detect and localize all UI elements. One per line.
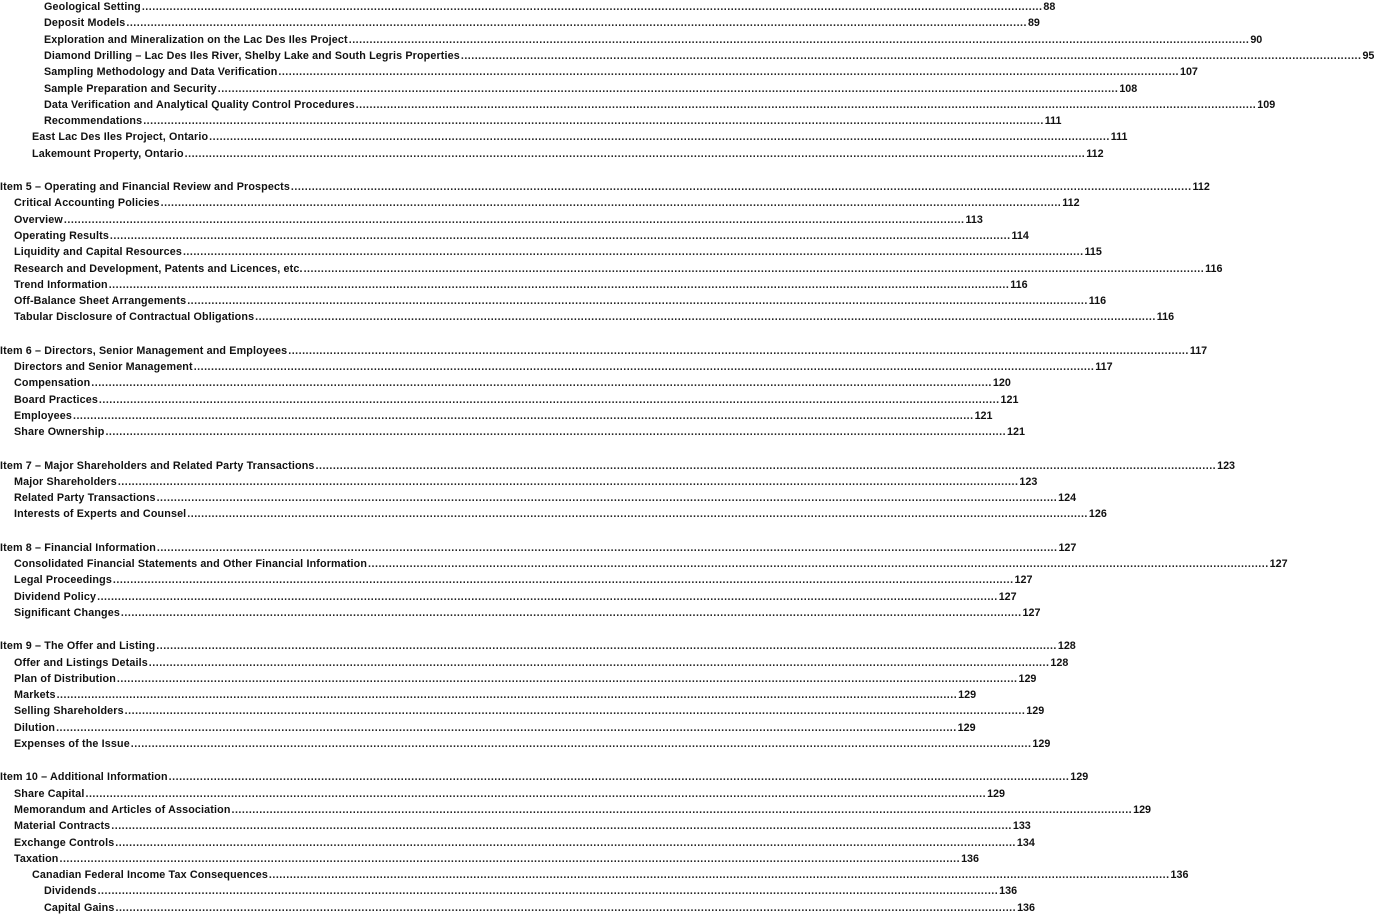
toc-section-entry[interactable]	[0, 343, 1208, 359]
toc-entry-title: Item 7 – Major Shareholders and Related Party Transactions	[0, 459, 315, 472]
toc-entry[interactable]	[0, 802, 1152, 818]
toc-entry-title: Major Shareholders	[14, 475, 117, 488]
toc-page-number: 129	[1133, 803, 1152, 816]
toc-page-number: 129	[1018, 672, 1037, 685]
dot-leader: ....................................................................................................................................................................................................................................................................	[217, 82, 1119, 95]
toc-entry-title: Geological Setting	[44, 1, 141, 13]
toc-entry-title: Consolidated Financial Statements and Other Financial Information	[14, 558, 368, 570]
dot-leader: ....................................................................................................................................................................................................................................................................	[209, 131, 1110, 144]
toc-entry-title: Employees	[14, 409, 73, 422]
dot-leader: ....................................................................................................................................................................................................................................................................	[268, 869, 1170, 882]
dot-leader: ....................................................................................................................................................................................................................................................................	[255, 311, 1156, 324]
toc-entry[interactable]	[0, 408, 993, 424]
dot-leader: ....................................................................................................................................................................................................................................................................	[85, 787, 987, 800]
toc-entry[interactable]	[0, 506, 1107, 522]
toc-entry-title: Sampling Methodology and Data Verification	[44, 66, 278, 79]
toc-entry[interactable]	[0, 703, 1045, 719]
toc-entry[interactable]	[0, 392, 1019, 408]
toc-page-number: 129	[1070, 771, 1089, 784]
toc-entry[interactable]	[0, 244, 1102, 260]
toc-entry-title: Offer and Listings Details	[14, 656, 148, 669]
toc-entry-title: Item 10 – Additional Information	[0, 771, 168, 784]
dot-leader: ....................................................................................................................................................................................................................................................................	[182, 246, 1084, 259]
dot-leader: ....................................................................................................................................................................................................................................................................	[108, 278, 1010, 291]
toc-entry[interactable]	[0, 883, 1018, 899]
toc-entry-title: Overview	[14, 213, 63, 226]
toc-entry-title: Liquidity and Capital Resources	[14, 246, 182, 259]
toc-entry-title: Significant Changes	[14, 606, 120, 619]
toc-entry[interactable]	[0, 359, 1113, 375]
dot-leader: ....................................................................................................................................................................................................................................................................	[288, 344, 1189, 357]
toc-entry-title: Share Ownership	[14, 426, 105, 439]
toc-entry-title: Off-Balance Sheet Arrangements	[14, 295, 187, 308]
toc-entry[interactable]	[0, 81, 1138, 97]
toc-page-number: 111	[1110, 131, 1128, 144]
toc-page-number: 129	[957, 721, 976, 734]
toc-page-number: 115	[1084, 246, 1102, 259]
dot-leader: ....................................................................................................................................................................................................................................................................	[278, 66, 1180, 79]
dot-leader: ....................................................................................................................................................................................................................................................................	[156, 541, 1058, 554]
toc-entry-title: Taxation	[14, 852, 59, 865]
toc-entry[interactable]	[0, 835, 1035, 851]
toc-page-number: 116	[1088, 295, 1107, 308]
dot-leader: ....................................................................................................................................................................................................................................................................	[105, 426, 1007, 439]
toc-page-number: 90	[1250, 33, 1263, 46]
dot-leader: ....................................................................................................................................................................................................................................................................	[59, 852, 961, 865]
toc-page-number: 128	[1050, 656, 1069, 669]
toc-entry-title: Dilution	[14, 721, 56, 734]
toc-entry-title: Interests of Experts and Counsel	[14, 508, 187, 521]
toc-page-number: 129	[1032, 738, 1051, 750]
toc-page-number: 121	[1007, 426, 1025, 439]
toc-entry[interactable]	[0, 572, 1033, 588]
toc-entry-title: Dividends	[44, 885, 97, 898]
dot-leader: ....................................................................................................................................................................................................................................................................	[141, 1, 1043, 13]
toc-page-number: 136	[1017, 901, 1035, 914]
toc-page-number: 136	[961, 852, 979, 865]
toc-page-number: 123	[1019, 475, 1038, 488]
toc-entry[interactable]	[0, 113, 1062, 129]
toc-page-number: 136	[999, 885, 1018, 898]
toc-page-number: 109	[1257, 98, 1276, 111]
dot-leader: ....................................................................................................................................................................................................................................................................	[109, 229, 1011, 242]
toc-entry[interactable]	[0, 556, 1288, 572]
toc-entry[interactable]	[0, 129, 1128, 145]
toc-entry[interactable]	[0, 736, 1051, 752]
toc-entry[interactable]	[0, 900, 1035, 916]
dot-leader: ....................................................................................................................................................................................................................................................................	[231, 803, 1133, 816]
toc-entry-title: Material Contracts	[14, 820, 111, 833]
toc-section-entry[interactable]	[0, 458, 1236, 474]
toc-page-number: 116	[1156, 311, 1175, 324]
dot-leader: ....................................................................................................................................................................................................................................................................	[115, 901, 1017, 914]
toc-entry[interactable]	[0, 720, 976, 736]
toc-page-number: 114	[1011, 229, 1029, 242]
toc-page-number: 120	[992, 377, 1011, 390]
dot-leader: ....................................................................................................................................................................................................................................................................	[460, 49, 1362, 62]
toc-entry-title: Canadian Federal Income Tax Consequences	[32, 869, 268, 882]
toc-entry-title: Deposit Models	[44, 17, 126, 30]
dot-leader: ....................................................................................................................................................................................................................................................................	[187, 295, 1088, 308]
dot-leader: ....................................................................................................................................................................................................................................................................	[63, 213, 965, 226]
toc-entry-title: Critical Accounting Policies	[14, 197, 160, 210]
toc-entry-title: Data Verification and Analytical Quality Control Procedures	[44, 98, 355, 111]
toc-entry[interactable]	[0, 228, 1029, 244]
toc-page-number: 95	[1362, 49, 1374, 62]
toc-entry-title: Capital Gains	[44, 901, 115, 914]
toc-page-number: 129	[987, 787, 1005, 800]
toc-page-number: 127	[1014, 574, 1033, 587]
toc-entry[interactable]	[0, 474, 1038, 490]
dot-leader: ....................................................................................................................................................................................................................................................................	[124, 705, 1026, 718]
toc-section-entry[interactable]	[0, 769, 1089, 785]
toc-page-number: 108	[1119, 82, 1138, 95]
toc-entry[interactable]	[0, 195, 1080, 211]
dot-leader: ....................................................................................................................................................................................................................................................................	[115, 836, 1016, 849]
dot-leader: ....................................................................................................................................................................................................................................................................	[97, 885, 999, 898]
toc-entry-title: Item 6 – Directors, Senior Management and Employees	[0, 344, 288, 357]
toc-entry-title: Item 8 – Financial Information	[0, 541, 156, 554]
toc-entry-title: Item 5 – Operating and Financial Review and Prospects	[0, 181, 290, 193]
dot-leader: ....................................................................................................................................................................................................................................................................	[368, 558, 1269, 570]
toc-entry[interactable]	[0, 605, 1041, 621]
toc-section-entry[interactable]	[0, 638, 1076, 654]
toc-page-number: 127	[998, 590, 1017, 603]
toc-page-number: 116	[1010, 278, 1028, 291]
toc-page-number: 121	[1000, 393, 1019, 406]
dot-leader: ....................................................................................................................................................................................................................................................................	[143, 115, 1044, 128]
toc-page-number: 127	[1022, 606, 1041, 619]
toc-entry-title: Research and Development, Patents and Licences, etc.	[14, 262, 303, 275]
dot-leader: ....................................................................................................................................................................................................................................................................	[56, 721, 957, 734]
dot-leader: ....................................................................................................................................................................................................................................................................	[126, 17, 1027, 30]
toc-page-number: 121	[974, 409, 993, 422]
dot-leader: ....................................................................................................................................................................................................................................................................	[111, 820, 1012, 833]
dot-leader: ....................................................................................................................................................................................................................................................................	[56, 689, 958, 702]
toc-page-number: 127	[1269, 558, 1288, 570]
toc-page-number: 124	[1058, 492, 1077, 505]
toc-entry[interactable]	[0, 97, 1276, 113]
dot-leader: ....................................................................................................................................................................................................................................................................	[303, 262, 1205, 275]
toc-section-entry[interactable]	[0, 179, 1210, 195]
toc-section-entry[interactable]	[0, 540, 1077, 556]
toc-entry[interactable]	[0, 851, 979, 867]
toc-entry-title: Legal Proceedings	[14, 574, 112, 587]
toc-entry-title: Share Capital	[14, 787, 85, 800]
toc-entry[interactable]	[0, 655, 1069, 671]
toc-entry[interactable]	[0, 261, 1223, 277]
toc-page-number: 117	[1189, 344, 1208, 357]
toc-entry-title: Selling Shareholders	[14, 705, 124, 718]
toc-entry-title: Item 9 – The Offer and Listing	[0, 640, 156, 653]
toc-entry[interactable]	[0, 48, 1374, 64]
toc-entry-title: Related Party Transactions	[14, 492, 156, 505]
toc-entry-title: Exploration and Mineralization on the Lac Des Iles Project	[44, 33, 348, 46]
dot-leader: ....................................................................................................................................................................................................................................................................	[290, 181, 1192, 193]
toc-entry[interactable]	[0, 293, 1107, 309]
toc-entry[interactable]	[0, 146, 1104, 162]
toc-entry-title: Diamond Drilling – Lac Des Iles River, Shelby Lake and South Legris Properties	[44, 49, 460, 62]
toc-page-number: 123	[1217, 459, 1236, 472]
toc-entry-title: Operating Results	[14, 229, 109, 242]
toc-entry-title: Markets	[14, 689, 56, 702]
toc-entry[interactable]	[0, 687, 977, 703]
dot-leader: ....................................................................................................................................................................................................................................................................	[98, 393, 1000, 406]
dot-leader: ....................................................................................................................................................................................................................................................................	[187, 508, 1088, 521]
dot-leader: ....................................................................................................................................................................................................................................................................	[116, 672, 1018, 685]
toc-entry-title: Recommendations	[44, 115, 143, 128]
dot-leader: ....................................................................................................................................................................................................................................................................	[148, 656, 1050, 669]
toc-entry-title: Sample Preparation and Security	[44, 82, 217, 95]
toc-page-number: 88	[1043, 1, 1056, 13]
dot-leader: ....................................................................................................................................................................................................................................................................	[72, 409, 974, 422]
toc-page-number: 136	[1170, 869, 1189, 882]
toc-entry-title: Plan of Distribution	[14, 672, 116, 685]
dot-leader: ....................................................................................................................................................................................................................................................................	[168, 771, 1070, 784]
toc-page-number: 129	[958, 689, 977, 702]
toc-page-number: 112	[1062, 197, 1080, 210]
dot-leader: ....................................................................................................................................................................................................................................................................	[120, 606, 1022, 619]
toc-page-number: 126	[1088, 508, 1107, 521]
toc-entry-title: Exchange Controls	[14, 836, 115, 849]
toc-entry[interactable]	[0, 375, 1011, 391]
toc-entry[interactable]	[0, 671, 1037, 687]
toc-entry[interactable]	[0, 786, 1005, 802]
toc-entry[interactable]	[0, 212, 983, 228]
toc-page-number: 134	[1016, 836, 1035, 849]
toc-entry-title: Compensation	[14, 377, 91, 390]
toc-entry-title: Expenses of the Issue	[14, 738, 130, 750]
dot-leader: ....................................................................................................................................................................................................................................................................	[184, 147, 1086, 160]
toc-page-number: 112	[1086, 147, 1104, 160]
dot-leader: ....................................................................................................................................................................................................................................................................	[355, 98, 1257, 111]
dot-leader: ....................................................................................................................................................................................................................................................................	[156, 640, 1057, 653]
dot-leader: ....................................................................................................................................................................................................................................................................	[156, 492, 1058, 505]
toc-page-number: 129	[1026, 705, 1045, 718]
dot-leader: ....................................................................................................................................................................................................................................................................	[91, 377, 992, 390]
toc-entry-title: Tabular Disclosure of Contractual Obligations	[14, 311, 255, 324]
toc-page-number: 113	[965, 213, 983, 226]
toc-entry-title: Lakemount Property, Ontario	[32, 147, 184, 160]
dot-leader: ....................................................................................................................................................................................................................................................................	[348, 33, 1250, 46]
toc-entry[interactable]	[0, 818, 1031, 834]
toc-entry-title: Memorandum and Articles of Association	[14, 803, 231, 816]
toc-page-number: 128	[1057, 640, 1076, 653]
toc-entry-title: Directors and Senior Management	[14, 361, 193, 373]
toc-entry-title: Trend Information	[14, 278, 108, 291]
dot-leader: ....................................................................................................................................................................................................................................................................	[117, 475, 1019, 488]
dot-leader: ....................................................................................................................................................................................................................................................................	[315, 459, 1217, 472]
toc-entry[interactable]	[0, 32, 1263, 48]
dot-leader: ....................................................................................................................................................................................................................................................................	[193, 361, 1095, 373]
toc-entry-title: East Lac Des Iles Project, Ontario	[32, 131, 209, 144]
dot-leader: ....................................................................................................................................................................................................................................................................	[112, 574, 1014, 587]
toc-page-number: 127	[1058, 541, 1077, 554]
dot-leader: ....................................................................................................................................................................................................................................................................	[97, 590, 998, 603]
toc-entry[interactable]	[0, 424, 1025, 440]
toc-page-number: 89	[1027, 17, 1040, 30]
toc-entry[interactable]	[0, 277, 1028, 293]
dot-leader: ....................................................................................................................................................................................................................................................................	[160, 197, 1062, 210]
toc-entry[interactable]	[0, 0, 1056, 15]
toc-entry[interactable]	[0, 64, 1198, 80]
toc-entry[interactable]	[0, 309, 1175, 325]
toc-entry-title: Board Practices	[14, 393, 98, 406]
toc-page-number: 111	[1044, 115, 1062, 128]
toc-entry[interactable]	[0, 490, 1077, 506]
toc-page-number: 117	[1095, 361, 1113, 373]
toc-entry[interactable]	[0, 589, 1017, 605]
toc-page-number: 112	[1192, 181, 1210, 193]
toc-entry[interactable]	[0, 15, 1040, 31]
toc-entry[interactable]	[0, 867, 1189, 883]
toc-page-number: 116	[1205, 262, 1223, 275]
toc-page-number: 107	[1179, 66, 1198, 79]
toc-page-number: 133	[1012, 820, 1031, 833]
toc-entry-title: Dividend Policy	[14, 590, 97, 603]
dot-leader: ....................................................................................................................................................................................................................................................................	[130, 738, 1032, 750]
